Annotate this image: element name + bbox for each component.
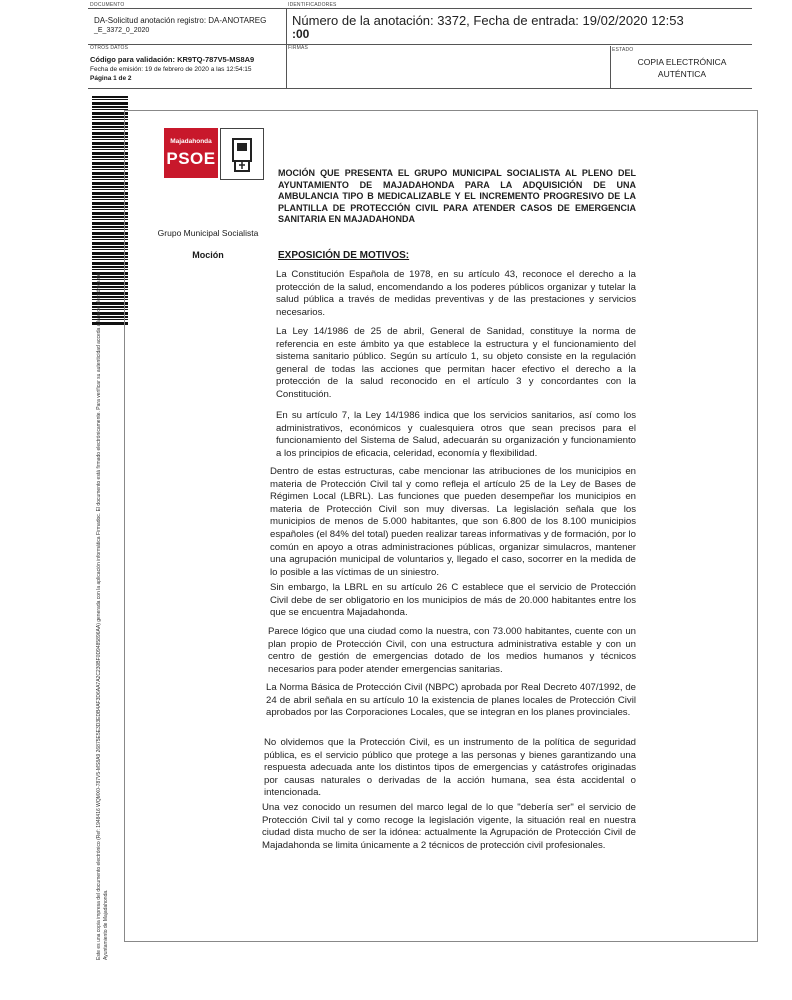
paragraph-6: Parece lógico que una ciudad como la nuestra, con 73.000 habitantes, cuente con un plan propio de Protección Civil, con una estructura administrativa estable y con un centro de gestión de emergencias dotado de los medios humanos y técnicos necesarios para poder atender emergencias sanitarias. [268,626,636,675]
pagina-indicator: Página 1 de 2 [90,75,132,82]
paragraph-4: Dentro de estas estructuras, cabe mencionar las atribuciones de los municipios en materia de Protección Civil tal y como refleja el artículo 25 de la Ley de Bases de Régimen Local (LBRL). Las funciones que pueden desempeñar los municipios en materia de Protección Civil son muy diversas. La legislación señala que los municipios de menos de 5.000 habitantes, que son 6.800 de los 8.100 municipios españoles (el 84% del total) pueden realizar tareas informativas y de formación, por lo común en apoyo a otras administraciones públicas, organizar simulacros, mantener una agrupación municipal de voluntarios y, llegado el caso, socorrer en la medida de lo posible a las víctimas de un siniestro. [270,466,636,578]
header-line-middle [88,44,752,45]
logo-town-name: Majadahonda [170,138,212,145]
side-verification-text: Este es una copia impresa del documento electrónico (Ref: 1948416 WQMX0-787V5-MS8A9 26875E5E3D3EDB4AF3D6AA7A2C230BF0D9485896AA) generada con la aplicación informática Firmadoc. El documento está firmado electrónicamente. Para verificar su autenticidad acceda a la sede electrónica del Ayuntamiento de Majadahonda. [96,272,109,960]
group-label: Grupo Municipal Socialista [157,228,259,238]
paragraph-3: En su artículo 7, la Ley 14/1986 indica que los servicios sanitarios, así como los administrativos, económicos y cualesquiera otros que sean precisos para el funcionamiento del Sistema de Salud, adecuarán su organización y funcionamiento a los principios de eficacia, celeridad, economía y flexibilidad. [276,410,636,459]
header-line-top [88,8,752,9]
documento-label: DOCUMENTO [90,2,125,8]
otros-datos-label: OTROS DATOS [90,45,129,51]
anotacion-line-1: Número de la anotación: 3372, Fecha de entrada: 19/02/2020 12:53 [292,13,684,28]
estado-line-2: AUTÉNTICA [657,69,707,79]
motion-title: MOCIÓN QUE PRESENTA EL GRUPO MUNICIPAL SOCIALISTA AL PLENO DEL AYUNTAMIENTO DE MAJADAHONDA PARA LA ADQUISICIÓN DE UNA AMBULANCIA TIPO B MEDICALIZABLE Y EL INCREMENTO PROGRESIVO DE LA PLANTILLA DE PROTECCIÓN CIVIL PARA ATENDER CASOS DE EMERGENCIA SANITARIA EN MAJADAHONDA [278,168,636,224]
header-line-bottom [88,88,752,89]
fecha-emision: Fecha de emisión: 19 de febrero de 2020 a las 12:54:15 [90,66,252,73]
documento-code: _E_3372_0_2020 [94,27,150,34]
estado-label: ESTADO [612,47,634,53]
identificadores-label: IDENTIFICADORES [288,2,337,8]
estado-line-1: COPIA ELECTRÓNICA [637,57,727,67]
anotacion-line-2: :00 [292,27,310,41]
paragraph-7: La Norma Básica de Protección Civil (NBPC) aprobada por Real Decreto 407/1992, de 24 de abril señala en su artículo 10 la existencia de planes locales de Protección Civil aprobados por las Corporaciones Locales, que se integran en los planes provinciales. [266,682,636,719]
header-divider-vertical [286,8,287,88]
codigo-validacion: Código para validación: KR9TQ-787V5-MS8A9 [90,55,255,64]
paragraph-2: La Ley 14/1986 de 25 de abril, General de Sanidad, constituye la norma de referencia en este ámbito ya que establece la estructura y el funcionamiento del sistema sanitario público. Según su artículo 1, su objeto consiste en la regulación general de todas las acciones que permitan hacer efectivo el derecho a la protección de la salud reconocido en el artículo 3 y concordantes con la Constitución. [276,326,636,400]
firmas-label: FIRMAS [288,45,309,51]
header-divider-vertical-2 [610,46,611,88]
paragraph-1: La Constitución Española de 1978, en su artículo 43, reconoce el derecho a la protección de la salud, encomendando a los poderes públicos organizar y tutelar la salud pública a través de medidas preventivas y de las prestaciones y servicios necesarios. [276,269,636,318]
logo-party-name: PSOE [166,149,216,168]
document-type-label: Moción [192,250,224,260]
paragraph-9: Una vez conocido un resumen del marco legal de lo que "debería ser" el servicio de Protección Civil tal y como recoge la legislación vigente, la situación real en nuestra ciudad dista mucho de ser la idónea: actualmente la Agrupación de Protección Civil de Majadahonda se limita únicamente a 2 técnicos de protección civil profesionales. [262,802,636,851]
logo-fist-rose-icon [220,128,264,180]
paragraph-5: Sin embargo, la LBRL en su artículo 26 C establece que el servicio de Protección Civil debe de ser obligatorio en los municipios de más de 20.000 habitantes entre los que se encuentra Majadahonda. [270,582,636,619]
paragraph-8: No olvidemos que la Protección Civil, es un instrumento de la política de seguridad pública, es el servicio público que protege a las personas y bienes garantizando una respuesta adecuada ante los distintos tipos de emergencias y catástrofes originadas por causas naturales o derivadas de la acción humana, sea ésta accidental o intencionada. [264,737,636,799]
documento-value: DA-Solicitud anotación registro: DA-ANOTAREG [94,16,267,25]
section-heading: EXPOSICIÓN DE MOTIVOS: [278,250,410,261]
